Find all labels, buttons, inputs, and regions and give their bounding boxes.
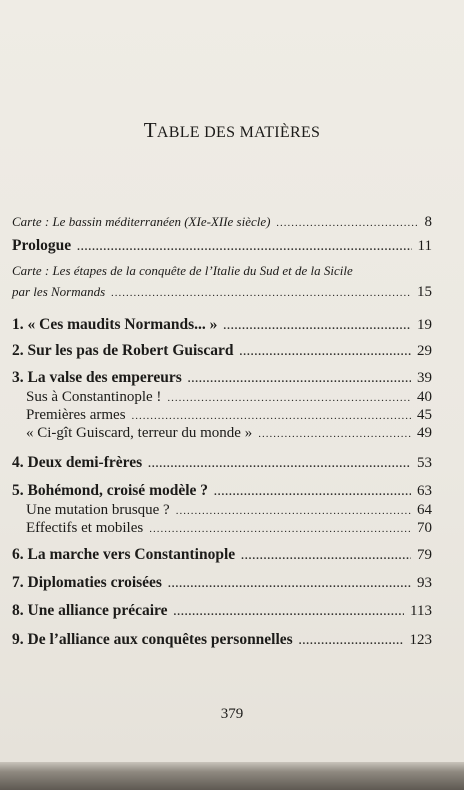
leader-dots xyxy=(77,241,411,253)
toc-entry-page: 45 xyxy=(417,407,432,423)
toc-entry-page: 79 xyxy=(417,547,432,563)
toc-entry-page: 29 xyxy=(417,343,432,359)
toc-entry-page: 113 xyxy=(410,603,432,619)
toc-entry-label: Premières armes xyxy=(26,407,126,423)
toc-entry-label: Sus à Constantinople ! xyxy=(26,389,162,405)
toc-entry-chapter-1 xyxy=(12,316,432,334)
leader-dots xyxy=(214,486,411,498)
toc-entry-page: 123 xyxy=(409,632,432,648)
toc-entry-chapter-5 xyxy=(12,482,432,500)
toc-entry-page: 53 xyxy=(417,455,432,471)
toc-entry-page: 11 xyxy=(417,238,432,254)
toc-entry-chapter-3 xyxy=(12,369,432,387)
toc-subentry xyxy=(26,425,432,442)
toc-entry-page: 15 xyxy=(417,284,432,300)
toc-subentry xyxy=(26,407,432,424)
toc-entry-label: 3. La valse des empereurs xyxy=(12,369,182,386)
toc-entry-label: « Ci-gît Guiscard, terreur du monde » xyxy=(26,425,253,441)
toc-subentry xyxy=(26,389,432,406)
toc-entry-label: 6. La marche vers Constantinople xyxy=(12,546,236,563)
toc-entry-label: 5. Bohémond, croisé modèle ? xyxy=(12,482,209,499)
leader-dots xyxy=(148,458,411,470)
toc-entry-page: 39 xyxy=(417,370,432,386)
toc-entry-label: Une mutation brusque ? xyxy=(26,502,170,518)
toc-entry-chapter-6 xyxy=(12,546,432,564)
toc-entry-chapter-9 xyxy=(12,631,432,649)
toc-entry-label: par les Normands xyxy=(12,284,106,299)
toc-entry-label: Prologue xyxy=(12,237,72,254)
leader-dots xyxy=(149,523,411,535)
toc-entry-label: 4. Deux demi-frères xyxy=(12,454,143,471)
leader-dots xyxy=(188,373,411,385)
leader-dots xyxy=(167,392,411,404)
leader-dots xyxy=(241,550,411,562)
leader-dots xyxy=(239,346,411,358)
toc-entry-page: 8 xyxy=(424,214,432,230)
toc-entry-label: 9. De l’alliance aux conquêtes personnelles xyxy=(12,631,293,648)
leader-dots xyxy=(111,287,411,299)
toc-subentry xyxy=(26,502,432,519)
toc-entry-map-1 xyxy=(12,214,432,231)
leader-dots xyxy=(132,410,411,422)
toc-entry-label: 2. Sur les pas de Robert Guiscard xyxy=(12,342,234,359)
toc-entry-label: Carte : Le bassin méditerranéen (XIe-XIIe siècle) xyxy=(12,214,271,229)
toc-entry-label: 8. Une alliance précaire xyxy=(12,602,168,619)
toc-entry-page: 49 xyxy=(417,425,432,441)
leader-dots xyxy=(258,428,411,440)
page-number: 379 xyxy=(220,706,244,722)
toc-entry-page: 19 xyxy=(417,317,432,333)
toc-entry-chapter-7 xyxy=(12,574,432,592)
leader-dots xyxy=(168,578,411,590)
toc-entry-page: 64 xyxy=(417,502,432,518)
toc-entry-label: Effectifs et mobiles xyxy=(26,520,144,536)
leader-dots xyxy=(299,635,404,647)
toc-entry-page: 70 xyxy=(417,520,432,536)
page-bottom-shadow xyxy=(0,762,464,790)
toc-entry-chapter-2 xyxy=(12,342,432,360)
toc-entry-label: 7. Diplomaties croisées xyxy=(12,574,162,591)
leader-dots xyxy=(276,217,418,229)
toc-entry-prologue xyxy=(12,237,432,255)
toc-entry-chapter-8 xyxy=(12,602,432,620)
title-rest: ABLE DES MATIÈRES xyxy=(156,124,321,141)
toc-entry-page: 40 xyxy=(417,389,432,405)
leader-dots xyxy=(174,606,405,618)
title-initial: T xyxy=(143,118,157,142)
toc-entry-label: 1. « Ces maudits Normands... » xyxy=(12,316,218,333)
leader-dots xyxy=(223,320,411,332)
toc-entry-chapter-4 xyxy=(12,454,432,472)
leader-dots xyxy=(176,505,411,517)
toc-entry-map-2-line1: Carte : Les étapes de la conquête de l’Italie du Sud et de la Sicile xyxy=(12,263,353,278)
toc-entry-page: 93 xyxy=(417,575,432,591)
toc-subentry xyxy=(26,520,432,537)
toc-entry-page: 63 xyxy=(417,483,432,499)
toc-entry-map-2 xyxy=(12,284,432,301)
